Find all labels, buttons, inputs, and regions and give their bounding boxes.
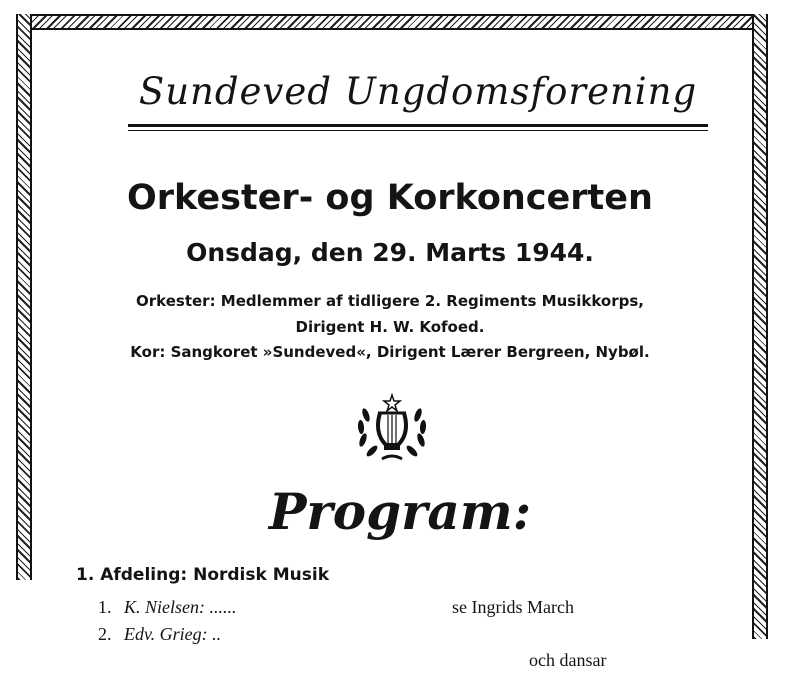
concert-title: Orkester- og Korkoncerten xyxy=(127,178,653,218)
society-name: Sundeved Ungdomsforening xyxy=(138,70,698,113)
header-rule-thin xyxy=(128,130,708,131)
header-rule-thick xyxy=(128,124,708,127)
program-item-piece: och dansar xyxy=(529,650,607,670)
decorative-border-top xyxy=(16,14,768,30)
program-item-number: 1. xyxy=(98,597,112,617)
program-item-number: 2. xyxy=(98,624,112,644)
program-item-composer: Edv. Grieg: .. xyxy=(124,624,222,644)
blank-area xyxy=(0,580,752,691)
program-heading: Program: xyxy=(268,482,532,541)
orchestra-line: Orkester: Medlemmer af tidligere 2. Regiments Musikkorps, xyxy=(136,292,644,310)
choir-line: Kor: Sangkoret »Sundeved«, Dirigent Lærer Bergreen, Nybøl. xyxy=(130,343,650,361)
concert-date: Onsdag, den 29. Marts 1944. xyxy=(186,238,594,267)
decorative-border-left xyxy=(16,14,32,580)
program-item-piece: se Ingrids March xyxy=(452,597,574,617)
program-section-title: 1. Afdeling: Nordisk Musik xyxy=(76,565,329,585)
conductor-line: Dirigent H. W. Kofoed. xyxy=(295,318,485,336)
program-item-composer: K. Nielsen: ...... xyxy=(124,597,237,617)
lyre-wreath-icon xyxy=(352,393,432,463)
decorative-border-right xyxy=(752,14,768,639)
